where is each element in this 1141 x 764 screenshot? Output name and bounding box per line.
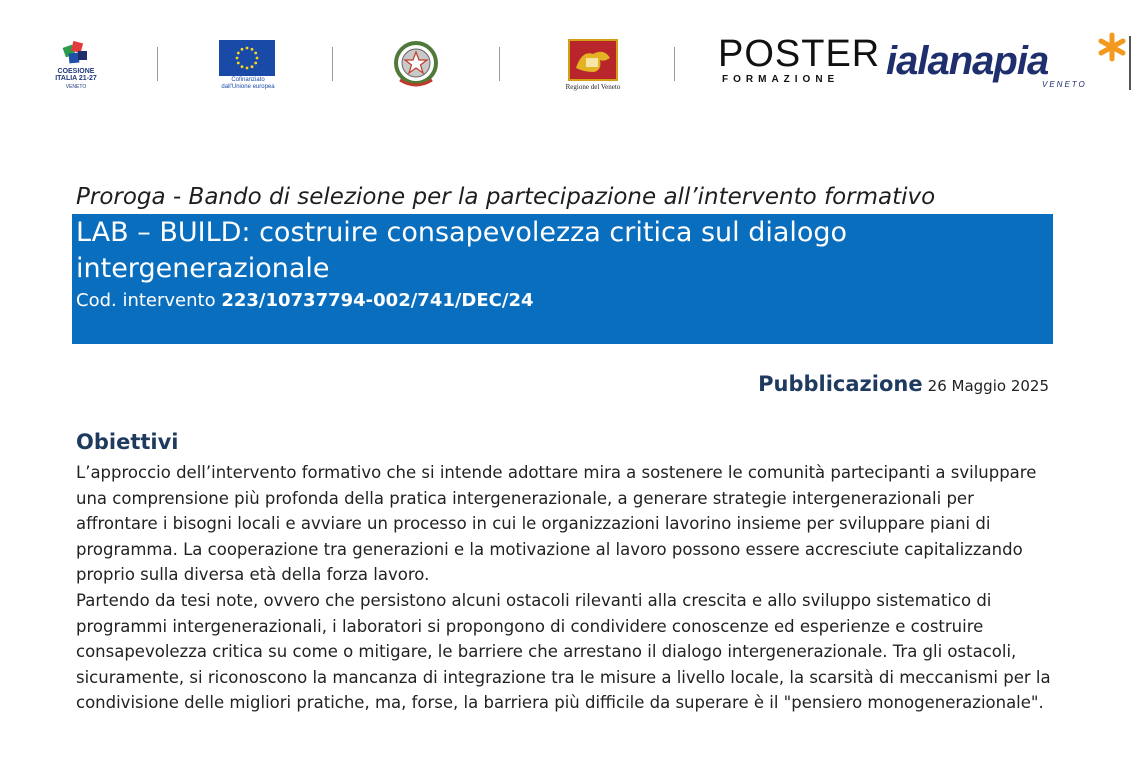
course-code-label: Cod. intervento xyxy=(76,290,222,311)
asterisk-icon xyxy=(1097,32,1127,62)
logo-bar xyxy=(0,0,1141,120)
eu-caption: Cofinanziato dall'Unione europea xyxy=(221,77,275,90)
course-code xyxy=(76,288,534,314)
poster-wordmark: POSTER xyxy=(718,33,881,75)
course-title: LAB – BUILD: costruire consapevolezza critica sul dialogo intergenerazionale xyxy=(76,217,848,284)
objectives-paragraph: Partendo da tesi note, ovvero che persistono alcuni ostacoli rilevanti alla crescita e allo sviluppo sistematico di programmi intergenerazionali, i laboratori si propongono di condividere conoscenze ed esperienze e costruire consapevolezza critica su come o mitigare, le barriere che arrestano il dialogo intergenerazionale. Tra gli ostacoli, sicuramente, si riconoscono la mancanza di integrazione tra le misure a livello locale, la scarsità di meccanismi per la condivisione delle migliori pratiche, ma, forse, la barriera più difficile da superare è il "pensiero monogenerazionale". xyxy=(76,590,1051,713)
coesione-mark-icon xyxy=(50,40,102,68)
objectives-heading: Obiettivi xyxy=(76,430,179,454)
announcement-subtitle: Proroga - Bando di selezione per la partecipazione all’intervento formativo xyxy=(76,184,936,210)
poster-formazione-logo xyxy=(718,33,881,90)
ialanapia-wordmark: ialanapia xyxy=(886,39,1049,83)
publication-date: 26 Maggio 2025 xyxy=(927,377,1049,395)
logo-divider xyxy=(1129,36,1131,90)
objectives-body xyxy=(76,460,1051,716)
ialanapia-region: VENETO xyxy=(1042,80,1087,89)
objectives-paragraph: L’approccio dell’intervento formativo che si intende adottare mira a sostenere le comunità partecipanti a sviluppare una comprensione più profonda della pratica intergenerazionale, a generare strategie intergenerazionali per affrontare i bisogni locali e avviare un processo in cui le organizzazioni lavorino insieme per sviluppare piani di programma. La cooperazione tra generazioni e la motivazione al lavoro possono essere accresciute capitalizzando proprio sulla diversa età della forza lavoro. xyxy=(76,463,1037,585)
logo-divider xyxy=(332,47,333,81)
coesione-italia-logo xyxy=(50,40,102,94)
publication-label: Pubblicazione xyxy=(758,372,923,396)
regione-veneto-logo xyxy=(552,38,634,94)
eu-cofinanced-logo xyxy=(210,40,286,94)
logo-divider xyxy=(674,47,675,81)
publication-line xyxy=(600,372,1049,396)
poster-subline: FORMAZIONE xyxy=(722,74,840,85)
coesione-region: VENETO xyxy=(65,84,87,90)
ialanapia-logo xyxy=(884,32,1132,92)
course-code-value: 223/10737794-002/741/DEC/24 xyxy=(221,290,534,311)
lion-of-saint-mark-icon xyxy=(552,38,634,82)
logo-divider xyxy=(157,47,158,81)
title-banner xyxy=(72,214,1053,344)
logo-divider xyxy=(499,47,500,81)
eu-flag-icon xyxy=(219,40,275,76)
veneto-caption: Regione del Veneto xyxy=(565,83,621,91)
repubblica-italiana-emblem-icon xyxy=(390,40,442,90)
coesione-title: COESIONE ITALIA 21-27 xyxy=(55,68,97,82)
